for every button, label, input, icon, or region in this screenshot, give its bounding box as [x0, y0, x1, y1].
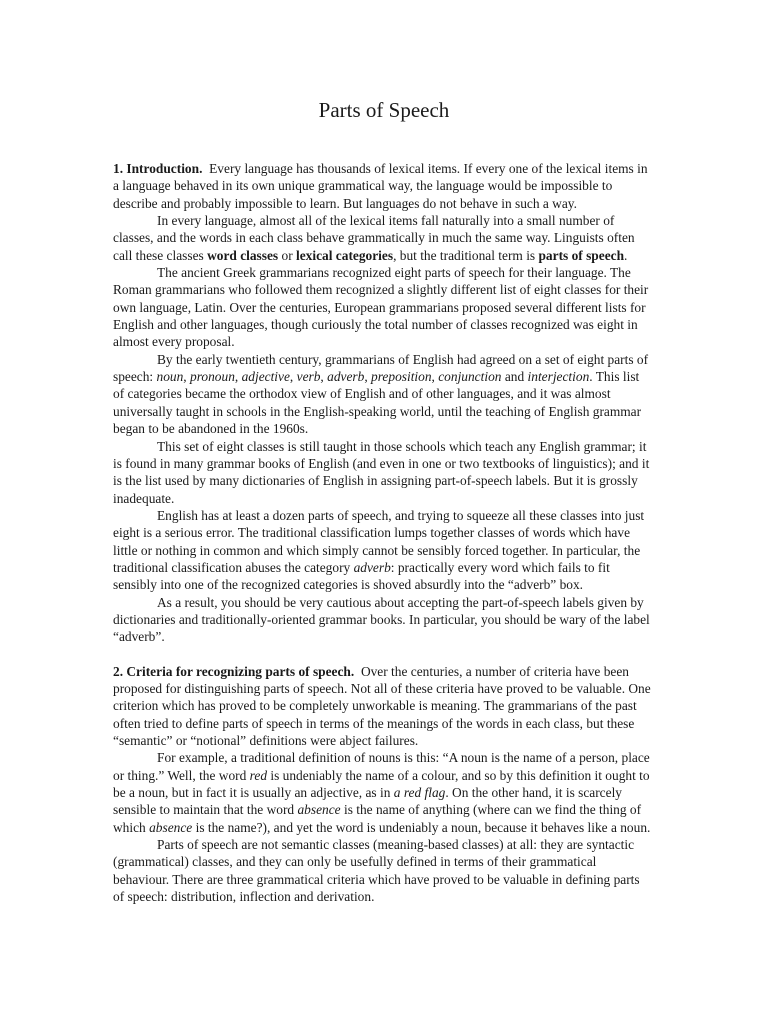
intro-paragraph-6: English has at least a dozen parts of speech, and trying to squeeze all these classes into just eight is a serious error. The traditional classification lumps together classes of words which have little or nothing in common and which simply cannot be sensibly forced together. In particular, the traditional classification abuses the category adverb: practically every word which fails to fit sensibly into one of the recognized categories is shoved absurdly into the “adverb” box.: [113, 507, 645, 593]
criteria-paragraph-2: For example, a traditional definition of nouns is this: “A noun is the name of a person, place or thing.” Well, the word red is undeniably the name of a colour, and so by this definition it ought to be a noun, but in fact it is usually an adjective, as in a red flag. On the other hand, it is scarcely sensible to maintain that the word absence is the name of anything (where can we find the thing of which absence is the name?), and yet the word is undeniably a noun, because it behaves like a noun.: [113, 750, 651, 835]
section-2-heading: 2. Criteria for recognizing parts of speech.: [113, 663, 355, 679]
intro-paragraph-4: By the early twentieth century, grammarians of English had agreed on a set of eight parts of speech: noun, pronoun, adjective, verb, adverb, preposition, conjunction and interjection. This list of categories became the orthodox view of English and of other languages, and it was almost universally taught in schools in the English-speaking world, until the teaching of English grammar began to be abandoned in the 1960s.: [113, 351, 649, 437]
criteria-paragraph-3: Parts of speech are not semantic classes (meaning-based classes) at all: they are syntactic (grammatical) classes, and they can only be usefully defined in terms of their grammatical behaviour. There are three grammatical criteria which have proved to be valuable in defining parts of speech: distribution, inflection and derivation.: [113, 837, 640, 905]
document-body: [113, 160, 653, 905]
term-word-classes: word classes: [207, 247, 279, 263]
intro-paragraph-1: 1. Introduction. Every language has thousands of lexical items. If every one of the lexical items in a language behaved in its own unique grammatical way, the language would be impossible to describe and probably impossible to learn. But languages do not behave in such a way.: [113, 161, 648, 211]
intro-paragraph-2: In every language, almost all of the lexical items fall naturally into a small number of classes, and the words in each class behave grammatically in much the same way. Linguists often call these classes word classes or lexical categories, but the traditional term is parts of speech.: [113, 213, 635, 263]
section-1-heading: 1. Introduction.: [113, 161, 203, 176]
intro-paragraph-5: This set of eight classes is still taught in those schools which teach any English grammar; it is found in many grammar books of English (and even in one or two textbooks of linguistics); and it is the list used by many dictionaries of English in assigning part-of-speech labels. But it is grossly inadequate.: [113, 438, 650, 506]
term-parts-of-speech: parts of speech: [538, 247, 625, 263]
intro-paragraph-3: The ancient Greek grammarians recognized eight parts of speech for their language. The Roman grammarians who followed them recognized a slightly different list of eight classes for their own language, Latin. Over the centuries, European grammarians proposed several different lists for English and other languages, though curiously the total number of classes recognized was eight in almost every proposal.: [113, 265, 649, 350]
criteria-paragraph-1: 2. Criteria for recognizing parts of speech. Over the centuries, a number of criteria have been proposed for distinguishing parts of speech. Not all of these criteria have proved to be valuable. One criterion which has proved to be completely unworkable is meaning. The grammarians of the past often tried to define parts of speech in terms of the meanings of the words in each class, but these “semantic” or “notional” definitions were abject failures.: [113, 663, 651, 748]
term-lexical-categories: lexical categories: [296, 247, 394, 263]
intro-paragraph-7: As a result, you should be very cautious about accepting the part-of-speech labels given by dictionaries and traditionally-oriented grammar books. In particular, you should be wary of the label “adverb”.: [113, 594, 650, 645]
page-title: Parts of Speech: [318, 98, 450, 122]
